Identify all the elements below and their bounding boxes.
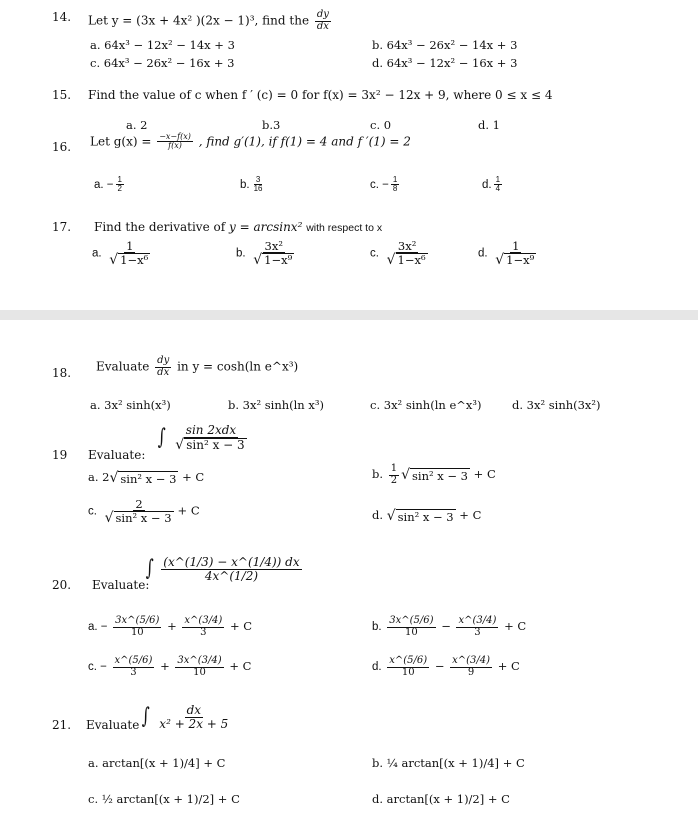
- q20-d-label: d.: [372, 661, 382, 673]
- q20-d-d1: 10: [401, 666, 415, 678]
- q16-b-num: 3: [255, 175, 261, 184]
- q17-d-label: d.: [478, 247, 488, 260]
- q20-option-c[interactable]: [88, 656, 251, 678]
- q20-integral: [144, 556, 304, 582]
- q17-question: [94, 220, 382, 234]
- q19-a-tail: + C: [178, 470, 205, 484]
- q17-option-b[interactable]: b. 3x² √ 1−x⁹: [236, 239, 293, 269]
- q20-d-op: −: [434, 659, 445, 673]
- q14-dydx: [315, 10, 331, 32]
- q19-option-c[interactable]: c. 2 √ sin² x − 3 + C: [88, 497, 200, 527]
- q18-option-c[interactable]: c. 3x² sinh(ln e^x³): [370, 398, 482, 412]
- q17-a-den: 1−x⁶: [120, 253, 149, 268]
- q17-b-label: b.: [236, 247, 246, 260]
- q20-b-op: −: [441, 619, 451, 633]
- q16-option-d[interactable]: [482, 176, 504, 194]
- q17-text-pre: Find the derivative of: [94, 220, 226, 234]
- q21-text: Evaluate: [86, 718, 140, 732]
- q18-dy: dy: [157, 355, 170, 366]
- q19-c-label: c.: [88, 505, 97, 518]
- q20-d-n2: x^(3/4): [452, 655, 491, 666]
- q20-b-tail: + C: [504, 619, 527, 633]
- q17-option-d[interactable]: d. 1 √ 1−x⁹: [478, 239, 535, 269]
- q17-b-den: 1−x⁹: [264, 253, 293, 268]
- q16-d-num: 1: [495, 175, 501, 184]
- q20-c-n2: 3x^(3/4): [177, 655, 222, 666]
- q14-option-b[interactable]: b. 64x³ − 26x² − 14x + 3: [372, 38, 518, 52]
- q17-d-num: 1: [512, 239, 520, 253]
- q15-option-c[interactable]: c. 0: [370, 118, 392, 132]
- q14-option-a[interactable]: a. 64x³ − 12x² − 14x + 3: [90, 38, 235, 52]
- q21-option-a[interactable]: a. arctan[(x + 1)/4] + C: [88, 756, 226, 770]
- q20-a-d1: 10: [130, 626, 144, 638]
- q18-option-b[interactable]: b. 3x² sinh(ln x³): [228, 398, 324, 412]
- q17-b-num: 3x²: [264, 239, 283, 253]
- q20-c-d1: 3: [130, 666, 137, 678]
- q20-b-d2: 3: [474, 626, 481, 638]
- q17-a-label: a.: [92, 247, 102, 260]
- q19-integral: ∫ sin 2xdx √ sin² x − 3: [157, 423, 245, 453]
- q20-a-label: a. −: [88, 621, 108, 633]
- q14-number: 14.: [52, 10, 72, 24]
- q19-a-label: a. 2: [88, 470, 110, 484]
- q20-text: Evaluate:: [92, 578, 150, 592]
- q14-option-c[interactable]: c. 64x³ − 26x² − 16x + 3: [90, 56, 235, 70]
- q16-frac-num: −x−f(x): [159, 132, 191, 141]
- q21-int-den: x² + 2x + 5: [159, 716, 229, 731]
- q16-c-den: 8: [392, 184, 398, 194]
- q15-option-d[interactable]: d. 1: [478, 118, 500, 132]
- q18-option-a[interactable]: a. 3x² sinh(x³): [90, 398, 171, 412]
- q21-option-d[interactable]: d. arctan[(x + 1)/2] + C: [372, 792, 510, 806]
- q20-c-label: c. −: [88, 661, 107, 673]
- q20-c-tail: + C: [229, 659, 252, 673]
- q17-a-num: 1: [126, 239, 134, 253]
- q14-dy: dy: [316, 9, 329, 20]
- q19-d-rad: sin² x − 3: [397, 509, 454, 524]
- q17-c-den: 1−x⁶: [397, 253, 426, 268]
- q16-d-den: 4: [495, 184, 501, 194]
- q19-text: Evaluate:: [88, 448, 146, 462]
- q20-c-op: +: [160, 659, 170, 673]
- q20-option-a[interactable]: [88, 616, 252, 638]
- q21-option-c[interactable]: c. ½ arctan[(x + 1)/2] + C: [88, 792, 240, 806]
- q16-frac-den: f(x): [168, 141, 182, 151]
- q16-fraction: [157, 133, 193, 151]
- q16-option-a[interactable]: [94, 176, 126, 194]
- q19-d-tail: + C: [455, 508, 482, 522]
- q19-b-tail: + C: [470, 467, 496, 481]
- q17-option-a[interactable]: a. 1 √ 1−x⁶: [92, 239, 149, 269]
- q19-c-den: sin² x − 3: [115, 511, 172, 526]
- q15-option-a[interactable]: a. 2: [126, 118, 148, 132]
- q17-number: 17.: [52, 220, 72, 234]
- q20-a-tail: + C: [229, 619, 253, 633]
- q20-b-n2: x^(3/4): [458, 615, 497, 626]
- q19-option-d[interactable]: d. √ sin² x − 3 + C: [372, 507, 482, 524]
- q14-question: [88, 10, 333, 32]
- q16-option-c[interactable]: [370, 176, 401, 194]
- q20-b-d1: 10: [405, 626, 418, 638]
- q15-number: 15.: [52, 88, 72, 102]
- q20-option-d[interactable]: [372, 656, 520, 678]
- q21-option-b[interactable]: b. ¼ arctan[(x + 1)/4] + C: [372, 756, 525, 770]
- q20-a-op: +: [167, 619, 177, 633]
- q16-text-post: , find g′(1), if f(1) = 4 and f ′(1) = 2: [198, 134, 411, 149]
- q14-text: Let y = (3x + 4x² )(2x − 1)³, find the: [88, 13, 310, 28]
- q19-a-rad: sin² x − 3: [120, 471, 177, 486]
- q16-b-label: b.: [240, 178, 250, 191]
- q18-text-pre: Evaluate: [96, 359, 150, 374]
- q16-b-den: 16: [253, 184, 263, 194]
- q16-question: [90, 133, 411, 151]
- q19-b-label: b.: [372, 467, 384, 481]
- q18-question: [96, 356, 298, 378]
- q16-a-label: a. −: [94, 178, 114, 191]
- q16-d-label: d.: [482, 178, 492, 191]
- q19-option-b[interactable]: b. $\frac{1}{2}$ √ sin² x − 3 + C: [372, 463, 496, 486]
- q19-b-den: 2: [390, 474, 398, 486]
- q16-c-label: c. −: [370, 178, 389, 191]
- q20-option-b[interactable]: [372, 616, 526, 638]
- q20-a-n1: 3x^(5/6): [115, 615, 160, 626]
- q20-a-n2: x^(3/4): [184, 615, 223, 626]
- q20-b-n1: 3x^(5/6): [389, 615, 434, 626]
- q20-number: 20.: [52, 578, 72, 592]
- q20-d-n1: x^(5/6): [389, 655, 428, 666]
- q19-c-tail: + C: [177, 503, 200, 518]
- q19-int-num: sin 2xdx: [185, 423, 237, 437]
- q15-option-b[interactable]: b.3: [262, 118, 281, 132]
- q21-integral: [140, 704, 232, 730]
- q17-d-den: 1−x⁹: [506, 253, 535, 268]
- q17-option-c[interactable]: c. 3x² √ 1−x⁶: [370, 239, 426, 269]
- q14-option-d[interactable]: d. 64x³ − 12x² − 16x + 3: [372, 56, 518, 70]
- q20-c-d2: 10: [193, 666, 206, 678]
- q18-option-d[interactable]: d. 3x² sinh(3x²): [512, 398, 601, 412]
- q18-text-post: in y = cosh(ln e^x³): [177, 359, 299, 374]
- q18-dx: dx: [157, 366, 170, 378]
- q15-text: Find the value of c when f ′ (c) = 0 for f(x) = 3x² − 12x + 9, where 0 ≤ x ≤ 4: [88, 88, 553, 102]
- q19-c-num: 2: [135, 497, 143, 511]
- q21-int-num: dx: [186, 703, 202, 717]
- q19-d-label: d.: [372, 508, 384, 522]
- q17-text-post: with respect to x: [306, 222, 383, 234]
- q14-dx: dx: [316, 20, 329, 32]
- section-divider: [0, 310, 698, 320]
- q19-option-a[interactable]: a. 2 √ sin² x − 3 + C: [88, 469, 205, 486]
- q20-b-label: b.: [372, 621, 382, 633]
- q16-number: 16.: [52, 140, 72, 154]
- integral-symbol: ∫: [157, 424, 166, 450]
- q19-number: 19: [52, 448, 68, 462]
- q17-c-label: c.: [370, 247, 379, 260]
- q20-int-num: (x^(1/3) − x^(1/4)) dx: [163, 555, 300, 569]
- q21-number: 21.: [52, 718, 72, 732]
- q20-int-den: 4x^(1/2): [204, 568, 259, 583]
- q17-c-num: 3x²: [397, 239, 417, 253]
- q16-a-num: 1: [117, 175, 122, 184]
- q16-c-num: 1: [392, 175, 398, 184]
- q20-a-d2: 3: [200, 626, 207, 638]
- q20-d-tail: + C: [497, 659, 520, 673]
- q20-d-d2: 9: [467, 666, 475, 678]
- q20-c-n1: x^(5/6): [114, 655, 153, 666]
- integral-symbol: ∫: [145, 556, 154, 582]
- q18-number: 18.: [52, 366, 72, 380]
- q19-b-rad: sin² x − 3: [411, 468, 468, 483]
- q19-int-den: sin² x − 3: [186, 437, 245, 452]
- q19-b-num: 1: [390, 463, 398, 474]
- integral-symbol: ∫: [141, 704, 150, 730]
- q16-text-pre: Let g(x) =: [90, 134, 152, 149]
- q16-a-den: 2: [117, 184, 122, 194]
- q16-option-b[interactable]: [240, 176, 267, 194]
- q17-expr: y = arcsinx²: [229, 220, 303, 234]
